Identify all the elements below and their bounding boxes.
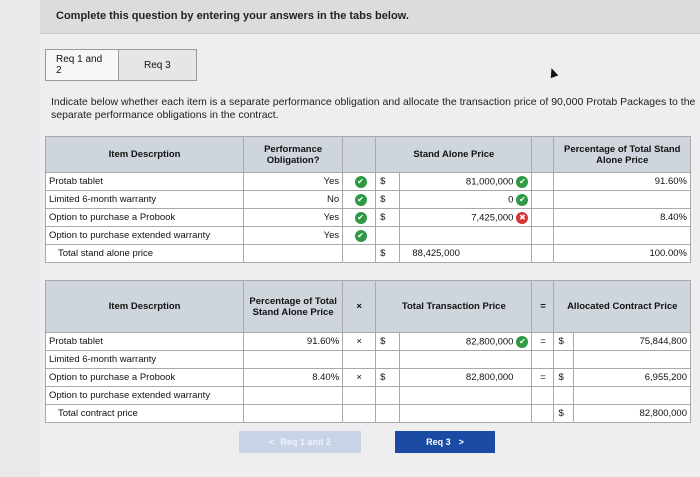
transaction-input[interactable] — [400, 387, 532, 405]
header-item: Item Descrption — [46, 137, 244, 173]
percentage-input[interactable] — [244, 387, 343, 405]
check-icon: ✔ — [516, 336, 528, 348]
check-icon: ✔ — [355, 212, 367, 224]
obligation-input[interactable]: No — [244, 191, 343, 209]
question-panel — [40, 34, 700, 477]
percentage-input[interactable] — [244, 351, 343, 369]
times-symbol: × — [343, 369, 376, 387]
dollar-sign: $ — [376, 333, 400, 351]
item-cell: Option to purchase extended warranty — [46, 227, 244, 245]
allocated-input[interactable]: 75,844,800 — [574, 333, 691, 351]
table-row — [46, 333, 691, 351]
prev-button[interactable] — [239, 431, 361, 453]
percentage-input[interactable] — [554, 191, 691, 209]
total-percentage: 100.00% — [554, 245, 691, 263]
check-icon: ✔ — [516, 194, 528, 206]
percentage-input[interactable] — [554, 227, 691, 245]
dollar-sign: $ — [554, 369, 574, 387]
total-row — [46, 405, 691, 423]
equals-symbol: = — [532, 333, 554, 351]
transaction-input[interactable]: 82,800,000 ✔ — [400, 333, 532, 351]
x-mark-icon: ✖ — [516, 212, 528, 224]
total-label: Total stand alone price — [46, 245, 244, 263]
dollar-sign: $ — [376, 173, 400, 191]
instruction-bar — [40, 0, 700, 34]
dollar-sign: $ — [376, 369, 400, 387]
allocation-table — [45, 280, 691, 423]
header-percentage: Percentage of Total Stand Alone Price — [244, 281, 343, 333]
dollar-sign: $ — [376, 191, 400, 209]
table-header-row — [46, 281, 691, 333]
allocated-input[interactable]: 6,955,200 — [574, 369, 691, 387]
times-symbol: × — [343, 281, 376, 333]
item-cell: Option to purchase a Probook — [46, 209, 244, 227]
table-row — [46, 387, 691, 405]
table-row — [46, 209, 691, 227]
tab-bar — [45, 49, 197, 81]
total-allocated: 82,800,000 — [574, 405, 691, 423]
instruction-text: Complete this question by entering your answers in the tabs below. — [56, 10, 409, 22]
table-row — [46, 191, 691, 209]
item-cell: Limited 6-month warranty — [46, 191, 244, 209]
header-standalone-price: Stand Alone Price — [376, 137, 532, 173]
transaction-input[interactable]: 82,800,000 — [400, 369, 532, 387]
chevron-left-icon: < — [269, 437, 275, 447]
table-row — [46, 227, 691, 245]
chevron-right-icon: > — [458, 437, 464, 447]
check-icon: ✔ — [355, 194, 367, 206]
question-text: Indicate below whether each item is a separate performance obligation and allocate the transaction price of 90,000 Protab Packages to the separate performance obligations in the contract. — [51, 96, 696, 121]
percentage-input[interactable]: 8.40% — [244, 369, 343, 387]
price-input[interactable] — [400, 227, 532, 245]
obligation-input[interactable]: Yes — [244, 173, 343, 191]
mouse-cursor-icon — [548, 67, 559, 78]
table-row — [46, 369, 691, 387]
header-percentage: Percentage of Total Stand Alone Price — [554, 137, 691, 173]
obligation-input[interactable]: Yes — [244, 209, 343, 227]
percentage-input[interactable]: 91.60% — [554, 173, 691, 191]
check-icon: ✔ — [355, 176, 367, 188]
item-cell: Protab tablet — [46, 173, 244, 191]
table-row — [46, 351, 691, 369]
total-price: 88,425,000 — [400, 245, 532, 263]
dollar-sign: $ — [554, 333, 574, 351]
equals-symbol: = — [532, 281, 554, 333]
check-icon: ✔ — [355, 230, 367, 242]
tab-req-3[interactable]: Req 3 — [119, 49, 197, 81]
dollar-sign: $ — [376, 209, 400, 227]
dollar-sign: $ — [554, 405, 574, 423]
allocated-input[interactable] — [574, 351, 691, 369]
next-button-label: Req 3 — [426, 437, 451, 447]
item-cell: Protab tablet — [46, 333, 244, 351]
times-symbol: × — [343, 333, 376, 351]
next-button[interactable] — [395, 431, 495, 453]
price-input[interactable]: 7,425,000 ✖ — [400, 209, 532, 227]
performance-obligation-table — [45, 136, 691, 263]
prev-button-label: Req 1 and 2 — [280, 437, 331, 447]
total-row — [46, 245, 691, 263]
table-row — [46, 173, 691, 191]
item-cell: Option to purchase extended warranty — [46, 387, 244, 405]
price-input[interactable]: 81,000,000 ✔ — [400, 173, 532, 191]
table-header-row — [46, 137, 691, 173]
allocated-input[interactable] — [574, 387, 691, 405]
header-allocated-price: Allocated Contract Price — [554, 281, 691, 333]
header-item: Item Descrption — [46, 281, 244, 333]
header-transaction-price: Total Transaction Price — [376, 281, 532, 333]
percentage-input[interactable]: 91.60% — [244, 333, 343, 351]
check-icon: ✔ — [516, 176, 528, 188]
percentage-input[interactable]: 8.40% — [554, 209, 691, 227]
item-cell: Limited 6-month warranty — [46, 351, 244, 369]
header-obligation: Performance Obligation? — [244, 137, 343, 173]
tab-req-1-and-2[interactable]: Req 1 and 2 — [45, 49, 119, 81]
transaction-input[interactable] — [400, 351, 532, 369]
obligation-input[interactable]: Yes — [244, 227, 343, 245]
dollar-sign: $ — [376, 245, 400, 263]
price-input[interactable]: 0 ✔ — [400, 191, 532, 209]
item-cell: Option to purchase a Probook — [46, 369, 244, 387]
equals-symbol: = — [532, 369, 554, 387]
total-label: Total contract price — [46, 405, 244, 423]
